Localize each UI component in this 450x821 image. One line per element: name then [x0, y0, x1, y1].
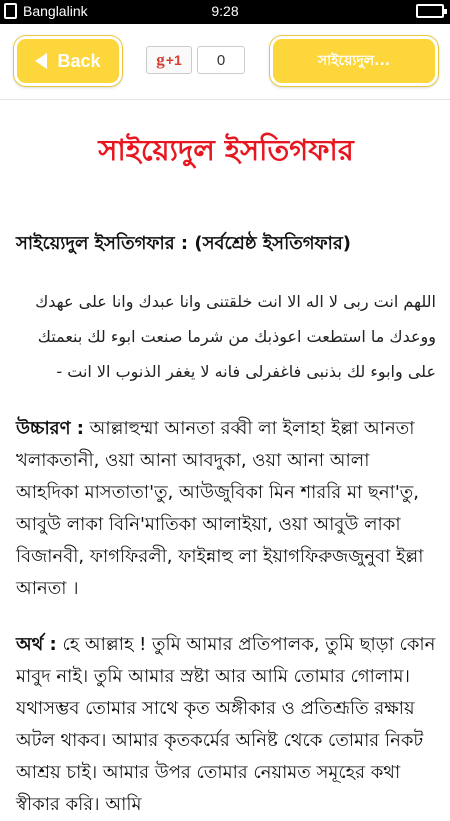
- app-header: [0, 24, 450, 100]
- pronunciation-label: উচ্চারণ :: [16, 418, 84, 439]
- status-right: [416, 4, 444, 18]
- back-arrow-icon: [35, 53, 47, 69]
- pronunciation-paragraph: [16, 413, 436, 605]
- google-plus-button[interactable]: [146, 46, 192, 74]
- status-time: 9:28: [211, 3, 239, 19]
- page-title: সাইয়্যেদুল ইসতিগফার: [98, 133, 354, 167]
- article-content: [16, 100, 436, 821]
- meaning-text: হে আল্লাহ ! তুমি আমার প্রতিপালক, তুমি ছাড়া কোন মাবুদ নাই। তুমি আমার স্রষ্টা আর আমি তোমার গোলাম। যথাসম্ভব তোমার সাথে কৃত অঙ্গীকার ও প্রতিশ্রূতি রক্ষায় অটল থাকব। আমার কৃতকর্মের অনিষ্ট থেকে তোমার নিকট আশ্রয় চাই। আমার উপর তোমার নেয়ামত সমূহের কথা স্বীকার করি। আমি: [16, 634, 436, 815]
- arabic-dua-text: اللهم انت ربى لا اله الا انت خلقتنى وانا عبدك وانا على عهدك ووعدك ما استطعت اعوذبك من شرما صنعت ابوء لك بنعمتك على وابوء لك بذنبى فاغفرلى فانه لا يغفر الذنوب الا انت -: [35, 292, 436, 381]
- pronunciation-text: আল্লাহুম্মা আনতা রব্বী লা ইলাহা ইল্লা আনতা খলাকতানী, ওয়া আনা আবদুকা, ওয়া আনা আলা আহদিকা মাসতাতা'তু, আউজুবিকা মিন শাররি মা ছনা'তু, আবুউ লাকা বিনি'মাতিকা আলাইয়া, ওয়া আবুউ লাকা বিজানবী, ফাগফিরলী, ফাইন্নাহু লা ইয়াগফিরুজজুনুবা ইল্লা আনতা ।: [16, 418, 424, 599]
- back-button-label: Back: [57, 50, 101, 71]
- plus-count: 0: [197, 46, 245, 74]
- google-plus-logo: g: [156, 50, 165, 69]
- carrier-name: Banglalink: [23, 3, 88, 19]
- status-bar: [0, 0, 450, 24]
- meaning-paragraph: [16, 629, 436, 821]
- title-button[interactable]: সাইয়্যেদুল...: [270, 36, 438, 86]
- back-button[interactable]: [14, 36, 122, 86]
- section-heading: সাইয়্যেদুল ইসতিগফার : (সর্বশ্রেষ্ঠ ইসতিগফার): [16, 233, 352, 254]
- google-plus-suffix: +1: [165, 52, 182, 68]
- google-plus-widget: [146, 46, 245, 74]
- meaning-label: অর্থ :: [16, 634, 57, 655]
- battery-icon: [416, 4, 444, 18]
